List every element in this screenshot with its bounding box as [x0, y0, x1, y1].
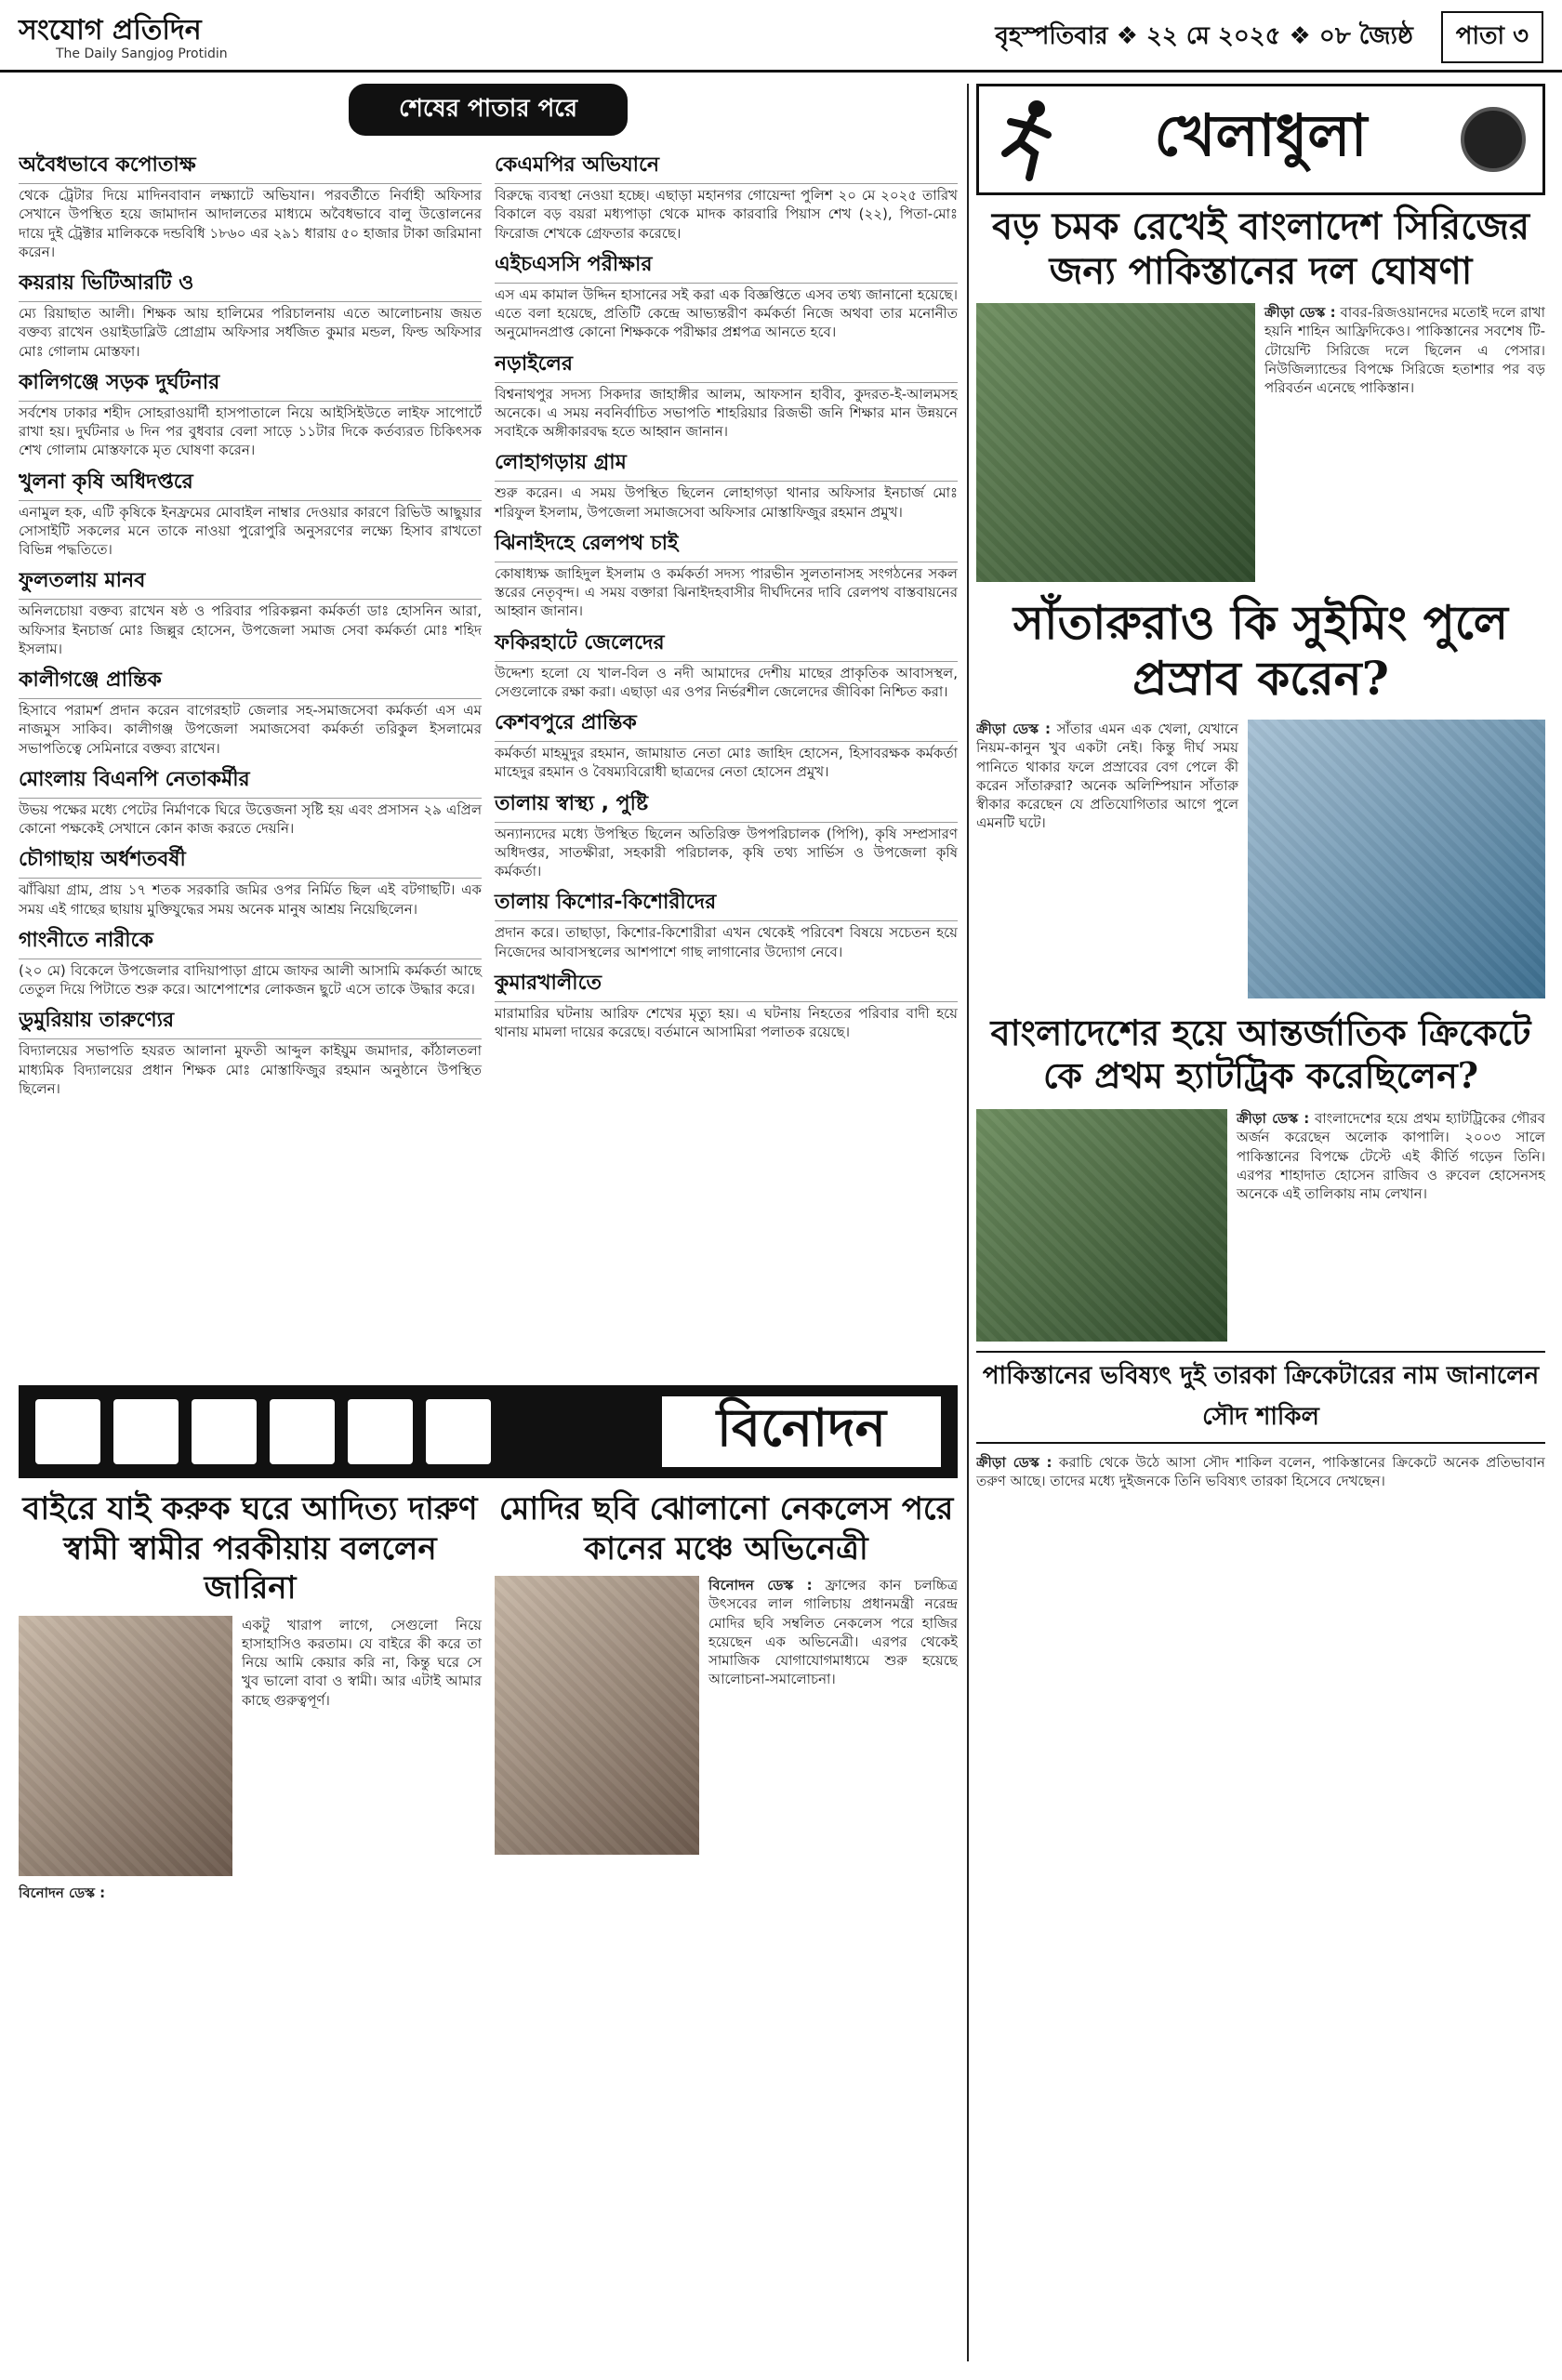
story-headline: কুমারখালীতে [495, 967, 958, 1002]
story-necklace-text [708, 1576, 958, 1855]
news-story [19, 763, 482, 839]
dateline: বৃহস্পতিবার ❖ ২২ মে ২০২৫ ❖ ০৮ জ্যৈষ্ঠ [995, 22, 1413, 50]
story-text: বাবর-রিজওয়ানদের মতোই দলে রাখা হয়নি শাহিন আফ্রিদিকেও। পাকিস্তানের সবশেষ টি-টোয়েন্টি সিরিজে দলে ছিলেন এ পেসার। নিউজিল্যান্ডের বিপক্ষে সিরিজে হতাশার পর বড় পরিবর্তন এনেছে পাকিস্তান। [1264, 304, 1545, 396]
story-body: সর্বশেষ ঢাকার শহীদ সোহরাওয়ার্দী হাসপাতালে নিয়ে আইসিইউতে লাইফ সাপোর্টে রাখা হয়। দুর্ঘটনার ৬ দিন পর বুধবার বেলা সাড়ে ১১টার দিকে কর্তব্যরত চিকিৎসক শেখ গোলাম মোস্তফাকে মৃত ঘোষণা করেন। [19, 403, 482, 459]
news-story [495, 627, 958, 702]
headline-swimmers: সাঁতারুরাও কি সুইমিং পুলে প্রস্রাব করেন? [1013, 595, 1509, 706]
story-body: কোষাধ্যক্ষ জাহিদুল ইসলাম ও কর্মকর্তা সদস্য পারভীন সুলতানাসহ সংগঠনের সকল স্তরের নেতৃবৃন্দ। এ সময় বক্তারা ঝিনাইদহবাসীর দীর্ঘদিনের দাবি রেলপথ বাস্তবায়নের আহ্বান জানান। [495, 564, 958, 620]
story-body: উদ্দেশ্য হলো যে খাল-বিল ও নদী আমাদের দেশীয় মাছের প্রাকৃতিক আবাসস্থল, সেগুলোকে রক্ষা করা। এছাড়া এর ওপর নির্ভরশীল জেলেদের জীবিকা নিশ্চিত করা। [495, 664, 958, 700]
news-story [495, 886, 958, 961]
news-story [19, 843, 482, 919]
headline-zarine: বাইরে যাই করুক ঘরে আদিত্য দারুণ স্বামী স্বামীর পরকীয়ায় বললেন জারিনা [22, 1490, 478, 1606]
column-divider [967, 84, 969, 2361]
story-saud-shakil [976, 1453, 1545, 1491]
story-swimmers [976, 720, 1238, 998]
story-zarine-text: একটু খারাপ লাগে, সেগুলো নিয়ে হাসাহাসিও করতাম। যে বাইরে কী করে তা নিয়ে আমি কেয়ার করি না, কিন্তু ঘরে সে খুব ভালো বাবা ও স্বামী। আর এটাই আমার কাছে গুরুত্বপূর্ণ। [242, 1616, 482, 1709]
news-story [19, 664, 482, 758]
story-necklace [495, 1489, 958, 1902]
story-headline: ডুমুরিয়ায় তারুণ্যের [19, 1004, 482, 1039]
story-headline: অবৈধভাবে কপোতাক্ষ [19, 149, 482, 184]
story-body: বিরুদ্ধে ব্যবস্থা নেওয়া হচ্ছে। এছাড়া মহানগর গোয়েন্দা পুলিশ ২০ মে ২০২৫ তারিখ বিকালে বড় বয়রা মধ্যপাড়া থেকে মাদক কারবারি পিয়াস শেখ (২২), পিতা-মোঃ ফিরোজ শেখকে গ্রেফতার করেছে। [495, 187, 958, 242]
photo-actress-2 [495, 1576, 699, 1855]
story-headline: কেশবপুরে প্রান্তিক [495, 707, 958, 742]
story-headline: নড়াইলের [495, 348, 958, 383]
sports-banner [976, 84, 1545, 195]
film-frame [426, 1399, 491, 1464]
story-headline: ফকিরহাটে জেলেদের [495, 627, 958, 662]
story-text: ফ্রান্সের কান চলচ্চিত্র উৎসবের লাল গালিচায় প্রধানমন্ত্রী নরেন্দ্র মোদির ছবি সম্বলিত নেকলেস পরে হাজির হয়েছেন এক অভিনেত্রী। এরপর থেকেই সামাজিক যোগাযোগমাধ্যমে শুরু হয়েছে আলোচনা-সমালোচনা। [708, 1577, 958, 1688]
story-text: করাচি থেকে উঠে আসা সৌদ শাকিল বলেন, পাকিস্তানের ক্রিকেটে অনেক প্রতিভাবান তরুণ আছে। তাদের মধ্যে দুইজনকে তিনি ভবিষ্যৎ তারকা হিসেবে দেখছেন। [976, 1454, 1545, 1490]
byline: ক্রীড়া ডেস্ক : [1237, 1110, 1310, 1128]
film-frame [35, 1399, 100, 1464]
story-body: অনিলচোয়া বক্তব্য রাখেন ষষ্ঠ ও পরিবার পরিকল্পনা কর্মকর্তা ডাঃ হোসনিন আরা, অফিসার ইনচার্জ মোঃ জিল্লুর হোসেন, উপজেলা সমাজ সেবা কর্মকর্তা মোঃ শহিদ ইসলাম। [19, 602, 482, 657]
news-story [495, 348, 958, 442]
news-story [19, 149, 482, 261]
story-headline: লোহাগড়ায় গ্রাম [495, 446, 958, 482]
story-body: হিসাবে পরামর্শ প্রদান করেন বাগেরহাট জেলার সহ-সমাজসেবা কর্মকর্তা এস এম নাজমুস সাকিব। কালীগঞ্জ উপজেলা সমাজসেবা কর্মকর্তা তরিকুল ইসলামের সভাপতিত্বে সেমিনারে বক্তব্য রাখেন। [19, 702, 482, 757]
story-zarine [19, 1489, 482, 1902]
photo-pakistan-team [976, 303, 1255, 582]
photo-cricketer [976, 1109, 1227, 1342]
football-icon [1461, 107, 1526, 172]
film-frame [270, 1399, 335, 1464]
story-headline: এইচএসসি পরীক্ষার [495, 248, 958, 284]
story-body: কর্মকর্তা মাহমুদুর রহমান, জামায়াত নেতা মোঃ জাহিদ হোসেন, হিসাবরক্ষক কর্মকর্তা মাহেদুর রহমান ও বৈষম্যবিরোধী ছাত্রদের নেতা হোসেন প্রমুখ। [495, 745, 958, 781]
film-strip-banner [19, 1385, 958, 1478]
news-story [495, 149, 958, 243]
news-story [495, 446, 958, 522]
news-story [495, 787, 958, 881]
story-headline: কালিগঞ্জে সড়ক দুর্ঘটনার [19, 366, 482, 402]
news-story [495, 707, 958, 782]
byline: ক্রীড়া ডেস্ক : [976, 721, 1051, 737]
byline: ক্রীড়া ডেস্ক : [976, 1454, 1052, 1472]
story-headline: চৌগাছায় অর্ধশতবর্ষী [19, 843, 482, 879]
film-frame [113, 1399, 179, 1464]
story-headline: ফুলতলায় মানব [19, 564, 482, 600]
story-body: এস এম কামাল উদ্দিন হাসানের সই করা এক বিজ্ঞপ্তিতে এসব তথ্য জানানো হয়েছে। এতে বলা হয়েছে, প্রতিটি কেন্দ্রে আভ্যন্তরীণ কর্মকর্তা নিজে অথবা তার মনোনীত অনুমোদনপ্রাপ্ত কোনো শিক্ষককে পরীক্ষার প্রশ্নপত্র আনতে হবে। [495, 285, 958, 341]
news-story [19, 466, 482, 560]
story-headline: তালায় কিশোর-কিশোরীদের [495, 886, 958, 921]
story-body: ম্যে রিয়াছাত আলী। শিক্ষক আয় হালিমের পরিচালনায় এতে আলোচনায় জয়ত বক্তব্য রাখেন ওয়াইডাব্লিউ প্রোগ্রাম অফিসার সর্ধজিত কুমার মন্ডল, ফিল্ড অফিসার মোঃ গোলাম মোস্তফা। [19, 305, 482, 360]
byline: বিনোদন ডেস্ক : [708, 1577, 813, 1593]
byline: বিনোদন ডেস্ক : [19, 1884, 106, 1901]
continuation-section [19, 84, 958, 1376]
byline: ক্রীড়া ডেস্ক : [1264, 304, 1336, 321]
story-body: উভয় পক্ষের মধ্যে পেটের নির্মাণকে ঘিরে উত্তেজনা সৃষ্টি হয় এবং প্রসাসন ২৯ এপ্রিল কোনো পক্ষকেই সেখানে কোন কাজ করতে দেয়নি। [19, 800, 482, 837]
news-story [19, 924, 482, 999]
story-headline: গাংনীতে নারীকে [19, 924, 482, 959]
film-frame [192, 1399, 257, 1464]
story-pakistan-squad [1264, 303, 1545, 582]
story-column-2 [495, 143, 958, 1098]
headline-necklace: মোদির ছবি ঝোলানো নেকলেস পরে কানের মঞ্চে অভিনেত্রী [498, 1490, 954, 1567]
entertainment-section [19, 1385, 958, 2361]
story-headline: কয়রায় ভিটিআরটি ও [19, 267, 482, 302]
news-story [19, 564, 482, 658]
film-frame [348, 1399, 413, 1464]
story-body: ঝাঁঝিয়া গ্রাম, প্রায় ১৭ শতক সরকারি জমির ওপর নির্মিত ছিল এই বটগাছটি। এক সময় এই গাছের ছায়ায় মুক্তিযুদ্ধের সময় অনেক মানুষ আশ্রয় নিয়েছিলেন। [19, 881, 482, 918]
sports-banner-title: খেলাধুলা [1154, 100, 1368, 169]
news-story [495, 967, 958, 1042]
photo-swimmer [1248, 720, 1545, 998]
story-body: থেকে ট্রেটার দিয়ে মাদিনবাবান লক্ষ্যাটে অভিযান। পরবর্তীতে নির্বাহী অফিসার সেখানে উপস্থিত হয়ে জামাদান আদালতের মাধ্যমে অবৈধভাবে বালু উত্তোলনের দায়ে দুই ট্রেক্টার মালিককে দন্ডবিধি ১৮৬০ এর ২৯১ ধারায় ৫০ হাজার টাকা জরিমানা করেন। [19, 187, 482, 260]
story-body: (২০ মে) বিকেলে উপজেলার বাদিয়াপাড়া গ্রামে জাফর আলী আসামি কর্মকর্তা আছে তেতুল দিয়ে পিটাতে শুরু করে। আশেপাশের লোকজন ছুটে এসে তাকে উদ্ধার করে। [19, 961, 482, 998]
story-body: প্রদান করে। তাছাড়া, কিশোর-কিশোরীরা এখন থেকেই পরিবেশ বিষয়ে সচেতন হয়ে নিজেদের আবাসস্থলের আশপাশে গাছ লাগানোর উদ্যোগ নেবে। [495, 924, 958, 960]
story-text: সাঁতার এমন এক খেলা, যেখানে নিয়ম-কানুন খুব একটা নেই। কিন্তু দীর্ঘ সময় পানিতে থাকার ফলে প্রস্রাবের বেগ পেলে কী করেন সাঁতারুরা? অনেক অলিম্পিয়ান সাঁতারু স্বীকার করেছেন যে প্রতিযোগিতার আগে পুলে এমনটি ঘটে। [976, 721, 1238, 832]
story-body: অন্যান্যদের মধ্যে উপস্থিত ছিলেন অতিরিক্ত উপপরিচালক (পিপি), কৃষি সম্প্রসারণ অধিদপ্তর, সাতক্ষীরা, সহকারী পরিচালক, কৃষি তথ্য সার্ভিস ও উপজেলা কৃষি কর্মকর্তা। [495, 825, 958, 879]
story-hattrick [1237, 1109, 1545, 1342]
story-body: এনামুল হক, এটি কৃষিকে ইনফ্রমের মোবাইল নাম্বার দেওয়ার কারণে রিভিউ আছুয়ার সোসাইটি সকলের মনে তাকে নাওয়া পুরোপুরি অনুসরণের লক্ষ্যে হিসাব রাখতো বিভিন্ন পদ্ধতিতে। [19, 503, 482, 558]
news-story [19, 1004, 482, 1098]
news-story [495, 248, 958, 342]
masthead [0, 0, 1562, 73]
story-headline: ঝিনাইদহে রেলপথ চাই [495, 527, 958, 562]
news-story [19, 366, 482, 460]
story-headline: কালীগঞ্জে প্রান্তিক [19, 664, 482, 699]
story-text: বাংলাদেশের হয়ে প্রথম হ্যাটট্রিকের গৌরব অর্জন করেছেন অলোক কাপালি। ২০০৩ সালে পাকিস্তানের বিপক্ষে টেস্টে এই কীর্তি গড়েন তিনি। এরপর শাহাদাত হোসেন রাজিব ও রুবেল হোসেনসহ অনেকে এই তালিকায় নাম লেখান। [1237, 1110, 1545, 1203]
headline-pakistan-squad: বড় চমক রেখেই বাংলাদেশ সিরিজের জন্য পাকিস্তানের দল ঘোষণা [991, 205, 1530, 293]
story-column-1 [19, 143, 482, 1098]
story-body: শুরু করেন। এ সময় উপস্থিত ছিলেন লোহাগড়া থানার অফিসার ইনচার্জ মোঃ শরিফুল ইসলাম, উপজেলা সমাজসেবা অফিসার মোস্তাফিজুর রহমান প্রমুখ। [495, 484, 958, 521]
newspaper-logo: সংযোগ প্রতিদিন [19, 14, 202, 46]
story-headline: কেএমপির অভিযানে [495, 149, 958, 184]
story-headline: খুলনা কৃষি অধিদপ্তরে [19, 466, 482, 501]
news-story [19, 267, 482, 361]
section-banner-continuation: শেষের পাতার পরে [349, 84, 628, 136]
page-number: পাতা ৩ [1441, 11, 1543, 63]
story-headline: মোংলায় বিএনপি নেতাকর্মীর [19, 763, 482, 799]
sports-section [976, 84, 1545, 2361]
photo-actress-1 [19, 1616, 232, 1876]
story-headline: তালায় স্বাস্থ্য , পুষ্টি [495, 787, 958, 823]
story-body: বিশ্বনাথপুর সদস্য সিকদার জাহাঙ্গীর আলম, আফসান হাবীব, কুদরত-ই-আলমসহ অনেকে। এ সময় নবনির্বাচিত সভাপতি শাহরিয়ার রিজভী জনি শিক্ষার মান উন্নয়নে সবাইকে অঙ্গীকারবদ্ধ হতে আহ্বান জানান। [495, 385, 958, 440]
headline-hattrick: বাংলাদেশের হয়ে আন্তর্জাতিক ক্রিকেটে কে প্রথম হ্যাটট্রিক করেছিলেন? [990, 1012, 1531, 1096]
story-body: বিদ্যালয়ের সভাপতি হযরত আলানা মুফতী আব্দুল কাইয়ুম জমাদার, কাঁঠালতলা মাধ্যমিক বিদ্যালয়ের প্রধান শিক্ষক মোঃ মোস্তাফিজুর রহমান অনুষ্ঠানে উপস্থিত ছিলেন। [19, 1042, 482, 1097]
runner-icon [992, 98, 1066, 181]
news-story [495, 527, 958, 621]
entertainment-title: বিনোদন [662, 1396, 941, 1467]
newspaper-logo-subtitle: The Daily Sangjog Protidin [56, 46, 228, 61]
story-body: মারামারির ঘটনায় আরিফ শেখের মৃত্যু হয়। এ ঘটনায় নিহতের পরিবার বাদী হয়ে থানায় মামলা দায়ের করেছে। বর্তমানে আসামিরা পলাতক রয়েছে। [495, 1004, 958, 1040]
subhead-saud-shakil: পাকিস্তানের ভবিষ্যৎ দুই তারকা ক্রিকেটারের নাম জানালেন সৌদ শাকিল [976, 1351, 1545, 1444]
